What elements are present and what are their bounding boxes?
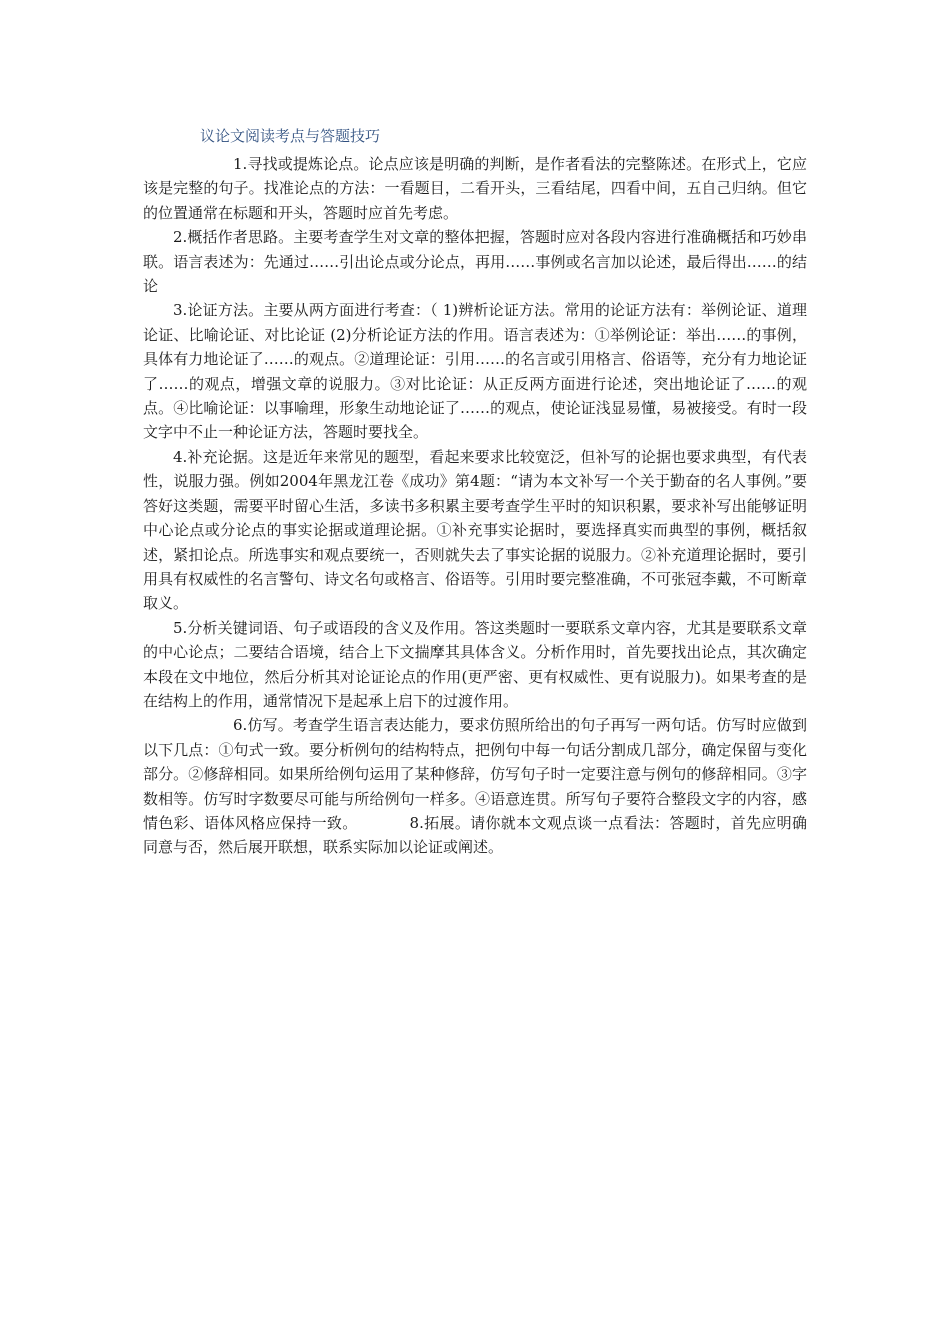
paragraph-8-text: 8.拓展。请你就本文观点谈一点看法：答题时，首先应明确同意与否，然后展开联想，联系实际加以论证或阐述。 (143, 813, 807, 857)
paragraph-6-text: 6.仿写。考查学生语言表达能力，要求仿照所给出的句子再写一两句话。仿写时应做到以下几点：①句式一致。要分析例句的结构特点，把例句中每一句话分割成几部分，确定保留与变化部分。②修辞相同。如果所给例句运用了某种修辞，仿写句子时一定要注意与例句的修辞相同。③字数相等。仿写时字数要尽可能与所给例句一样多。④语意连贯。所写句子要符合整段文字的内容，感情色彩、语体风格应保持一致。 (143, 716, 807, 832)
paragraph-3: 3.论证方法。主要从两方面进行考查：（ 1)辨析论证方法。常用的论证方法有：举例论证、道理论证、比喻论证、对比论证 (2)分析论证方法的作用。语言表述为：①举例论证：举出……的事例，具体有力地论证了……的观点。②道理论证：引用……的名言或引用格言、俗语等，充分有力地论证了……的观点，增强文章的说服力。③对比论证：从正反两方面进行论述，突出地论证了……的观点。④比喻论证：以事喻理，形象生动地论证了……的观点，使论证浅显易懂，易被接受。有时一段文字中不止一种论证方法，答题时要找全。 (143, 301, 807, 442)
document-body (143, 152, 807, 860)
paragraph-6 (143, 713, 807, 859)
paragraph-4: 4.补充论据。这是近年来常见的题型，看起来要求比较宽泛，但补写的论据也要求典型，有代表性，说服力强。例如2004年黑龙江卷《成功》第4题：“请为本文补写一个关于勤奋的名人事例。”要答好这类题，需要平时留心生活，多读书多积累主要考查学生平时的知识积累，要求补写出能够证明中心论点或分论点的事实论据或道理论据。①补充事实论据时，要选择真实而典型的事例，概括叙述，紧扣论点。所选事实和观点要统一，否则就失去了事实论据的说服力。②补充道理论据时，要引用具有权威性的名言警句、诗文名句或格言、俗语等。引用时要完整准确，不可张冠李戴，不可断章取义。 (143, 447, 807, 613)
paragraph-5: 5.分析关键词语、句子或语段的含义及作用。答这类题时一要联系文章内容，尤其是要联系文章的中心论点；二要结合语境，结合上下文揣摩其具体含义。分析作用时，首先要找出论点，其次确定本段在文中地位，然后分析其对论证论点的作用(更严密、更有权威性、更有说服力)。如果考查的是在结构上的作用，通常情况下是起承上启下的过渡作用。 (143, 618, 807, 710)
paragraph-1: 1.寻找或提炼论点。论点应该是明确的判断，是作者看法的完整陈述。在形式上，它应该是完整的句子。找准论点的方法：一看题目，二看开头，三看结尾，四看中间，五自己归纳。但它的位置通常在标题和开头，答题时应首先考虑。 (143, 155, 807, 222)
document-title: 议论文阅读考点与答题技巧 (200, 127, 381, 145)
paragraph-2: 2.概括作者思路。主要考查学生对文章的整体把握，答题时应对各段内容进行准确概括和巧妙串联。语言表述为：先通过……引出论点或分论点，再用……事例或名言加以论述，最后得出……的结论 (143, 228, 807, 296)
